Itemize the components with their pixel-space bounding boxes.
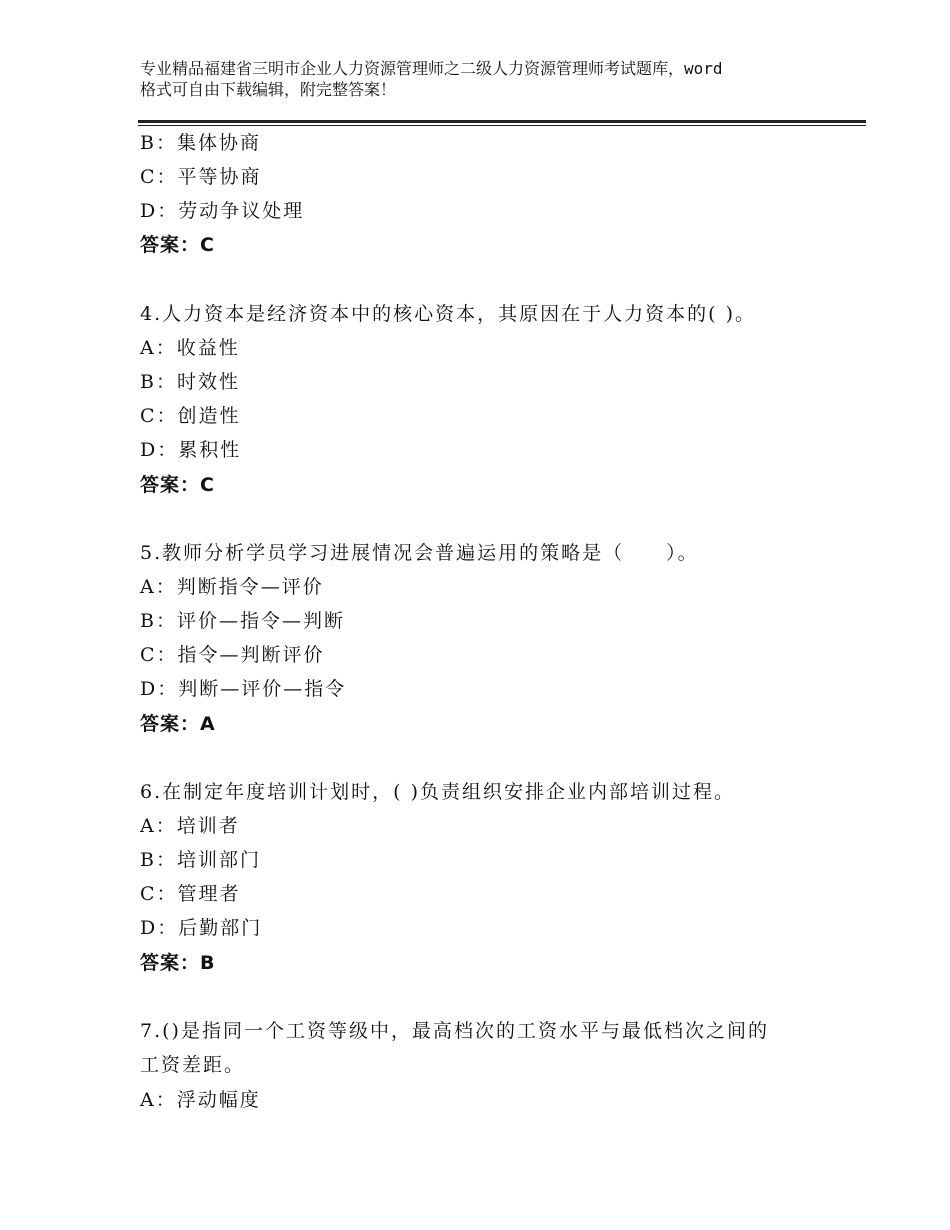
q7-stem-line-1: 7.()是指同一个工资等级中，最高档次的工资水平与最低档次之间的 — [140, 1020, 769, 1042]
q4-option-b: B：时效性 — [140, 371, 240, 393]
q6-option-d: D：后勤部门 — [140, 917, 263, 939]
q6-option-a: A：培训者 — [140, 815, 240, 837]
q6-option-c: C：管理者 — [140, 883, 241, 905]
q5-option-d: D：判断—评价—指令 — [140, 678, 347, 700]
q7-stem-line-2: 工资差距。 — [140, 1054, 246, 1076]
header-divider-thin — [138, 125, 866, 126]
q5-option-c: C：指令—判断评价 — [140, 644, 325, 666]
q6-stem: 6.在制定年度培训计划时，( )负责组织安排企业内部培训过程。 — [140, 781, 735, 803]
header-divider-thick — [138, 120, 866, 123]
q5-stem: 5.教师分析学员学习进展情况会普遍运用的策略是（ ）。 — [140, 542, 699, 564]
document-header — [140, 58, 830, 100]
q3-option-d: D：劳动争议处理 — [140, 200, 305, 222]
q4-option-d: D：累积性 — [140, 439, 242, 461]
q4-option-c: C：创造性 — [140, 405, 241, 427]
q4-answer: 答案：C — [140, 474, 215, 496]
q6-answer: 答案：B — [140, 952, 216, 974]
header-line-2: 格式可自由下载编辑，附完整答案！ — [140, 80, 397, 99]
q3-option-b: B：集体协商 — [140, 132, 261, 154]
q5-answer: 答案：A — [140, 713, 216, 735]
q3-option-c: C：平等协商 — [140, 166, 262, 188]
header-line-1: 专业精品福建省三明市企业人力资源管理师之二级人力资源管理师考试题库，word — [140, 59, 723, 78]
q5-option-b: B：评价—指令—判断 — [140, 610, 345, 632]
q4-option-a: A：收益性 — [140, 337, 240, 359]
q7-option-a: A：浮动幅度 — [140, 1089, 261, 1111]
q6-option-b: B：培训部门 — [140, 849, 261, 871]
q4-stem: 4.人力资本是经济资本中的核心资本，其原因在于人力资本的( )。 — [140, 303, 756, 325]
q5-option-a: A：判断指令—评价 — [140, 576, 324, 598]
q3-answer: 答案：C — [140, 234, 215, 256]
